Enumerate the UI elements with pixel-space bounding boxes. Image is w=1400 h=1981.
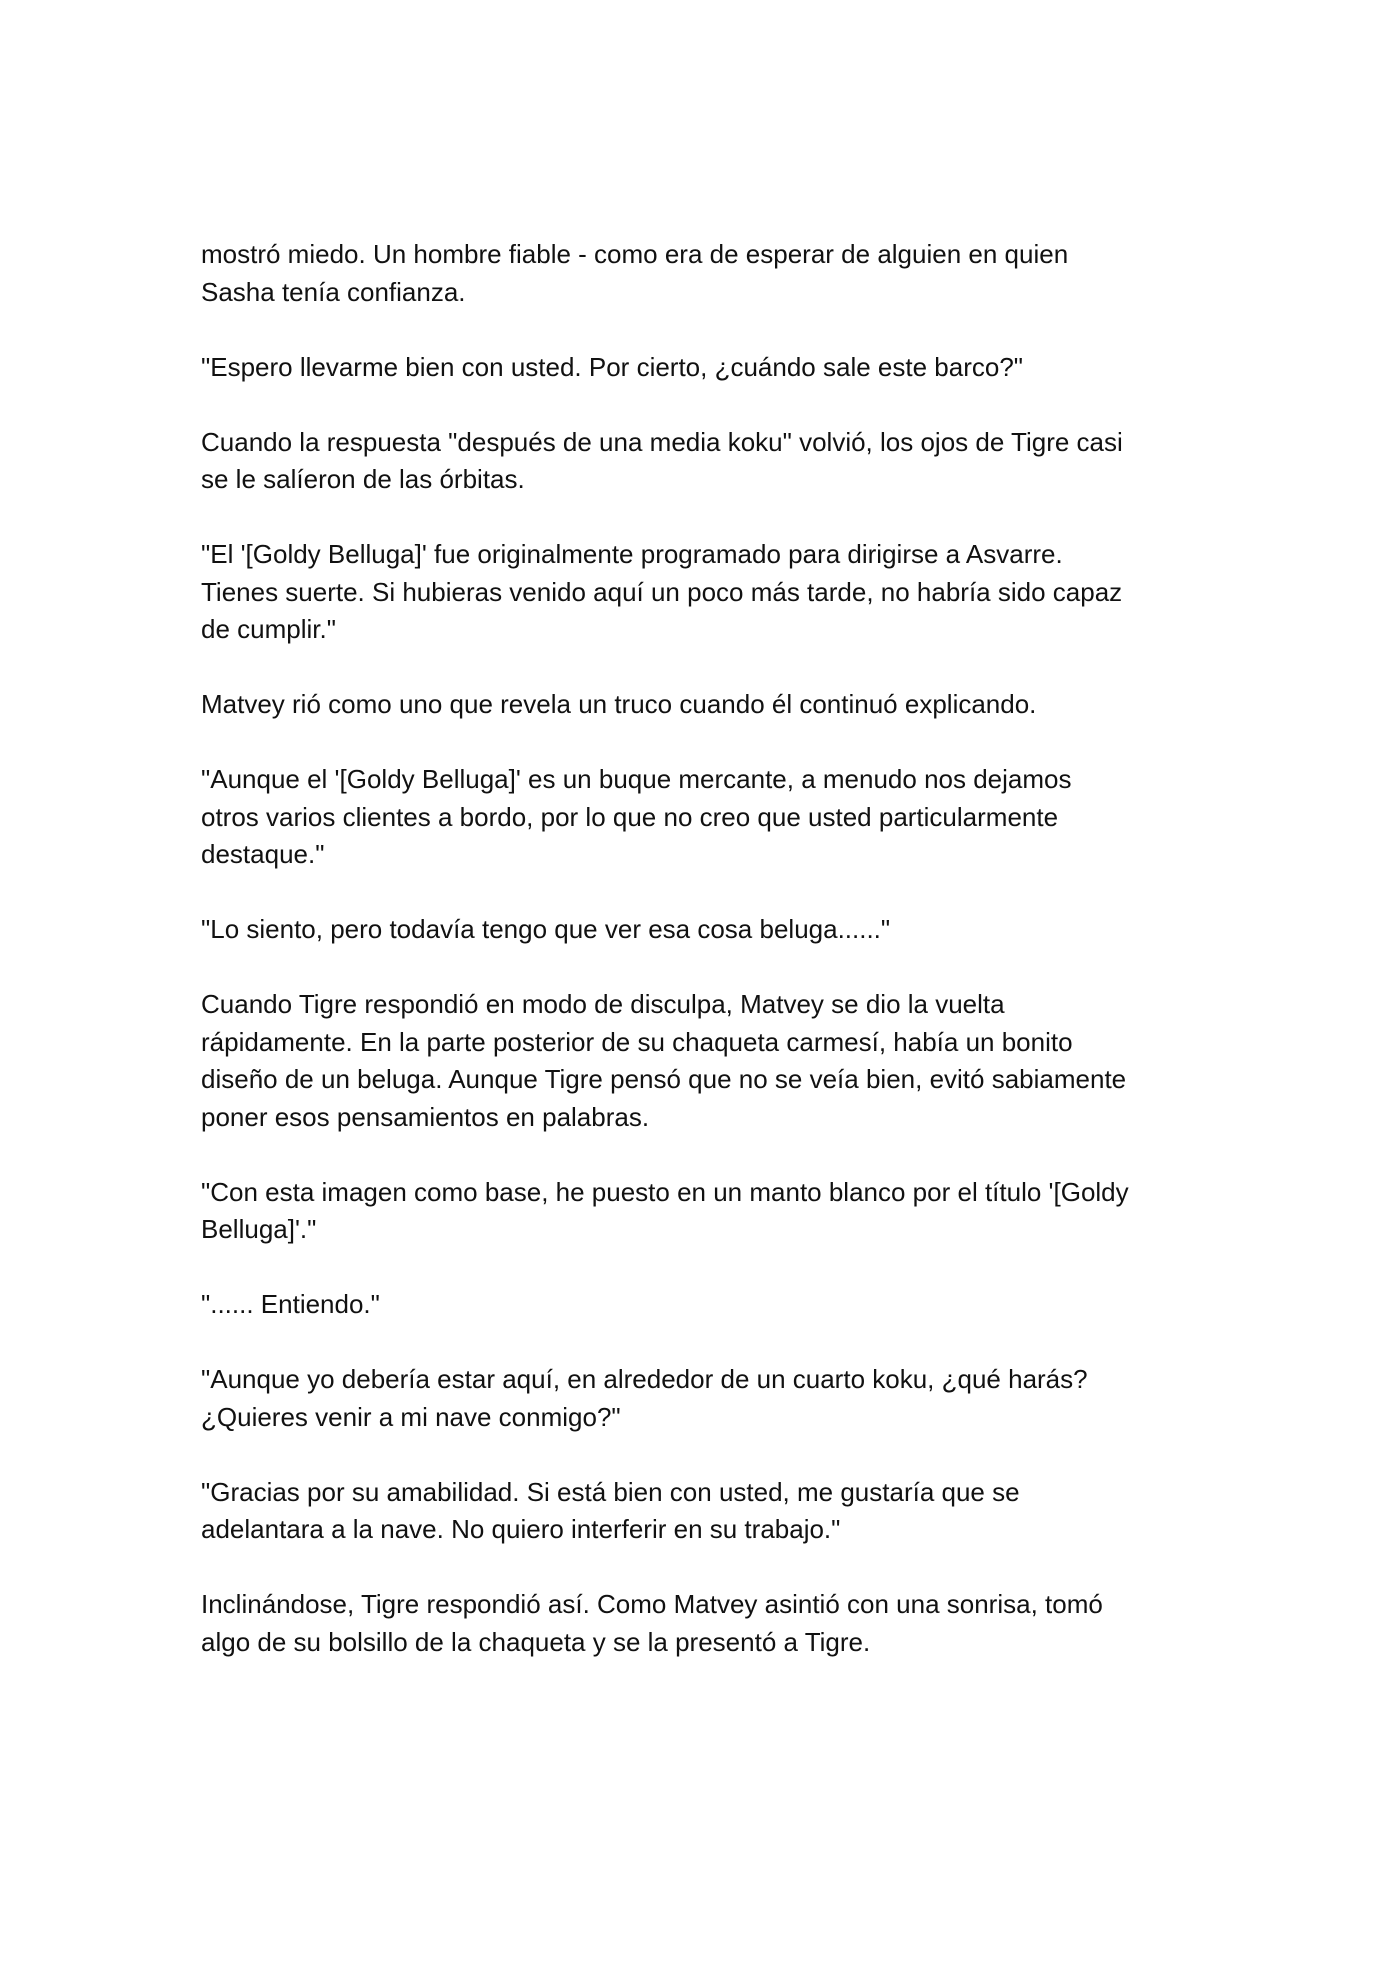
body-text	[201, 236, 1221, 1699]
paragraph-3: Cuando la respuesta "después de una media koku" volvió, los ojos de Tigre casi se le salíeron de las órbitas.	[201, 426, 1123, 494]
paragraph-5: Matvey rió como uno que revela un truco cuando él continuó explicando.	[201, 689, 1037, 719]
paragraph-1: mostró miedo. Un hombre fiable - como era de esperar de alguien en quien Sasha tenía confianza.	[201, 239, 1069, 307]
paragraph-12: "Gracias por su amabilidad. Si está bien con usted, me gustaría que se adelantara a la nave. No quiero interferir en su trabajo."	[201, 1476, 1020, 1544]
paragraph-8: Cuando Tigre respondió en modo de disculpa, Matvey se dio la vuelta rápidamente. En la parte posterior de su chaqueta carmesí, había un bonito diseño de un beluga. Aunque Tigre pensó que no se veía bien, evitó sabiamente poner esos pensamientos en palabras.	[201, 989, 1127, 1132]
paragraph-4: "El '[Goldy Belluga]' fue originalmente programado para dirigirse a Asvarre. Tienes suerte. Si hubieras venido aquí un poco más tarde, no habría sido capaz de cumplir."	[201, 539, 1123, 644]
paragraph-2: "Espero llevarme bien con usted. Por cierto, ¿cuándo sale este barco?"	[201, 351, 1024, 382]
paragraph-10: "...... Entiendo."	[201, 1289, 380, 1319]
paragraph-9: "Con esta imagen como base, he puesto en un manto blanco por el título '[Goldy Belluga]'."	[201, 1176, 1129, 1244]
paragraph-6: "Aunque el '[Goldy Belluga]' es un buque mercante, a menudo nos dejamos otros varios clientes a bordo, por lo que no creo que usted particularmente destaque."	[201, 764, 1072, 869]
paragraph-13: Inclinándose, Tigre respondió así. Como Matvey asintió con una sonrisa, tomó algo de su bolsillo de la chaqueta y se la presentó a Tigre.	[201, 1589, 1103, 1657]
paragraph-11: "Aunque yo debería estar aquí, en alrededor de un cuarto koku, ¿qué harás? ¿Quieres venir a mi nave conmigo?"	[201, 1364, 1088, 1432]
paragraph-7: "Lo siento, pero todavía tengo que ver esa cosa beluga......"	[201, 914, 891, 944]
